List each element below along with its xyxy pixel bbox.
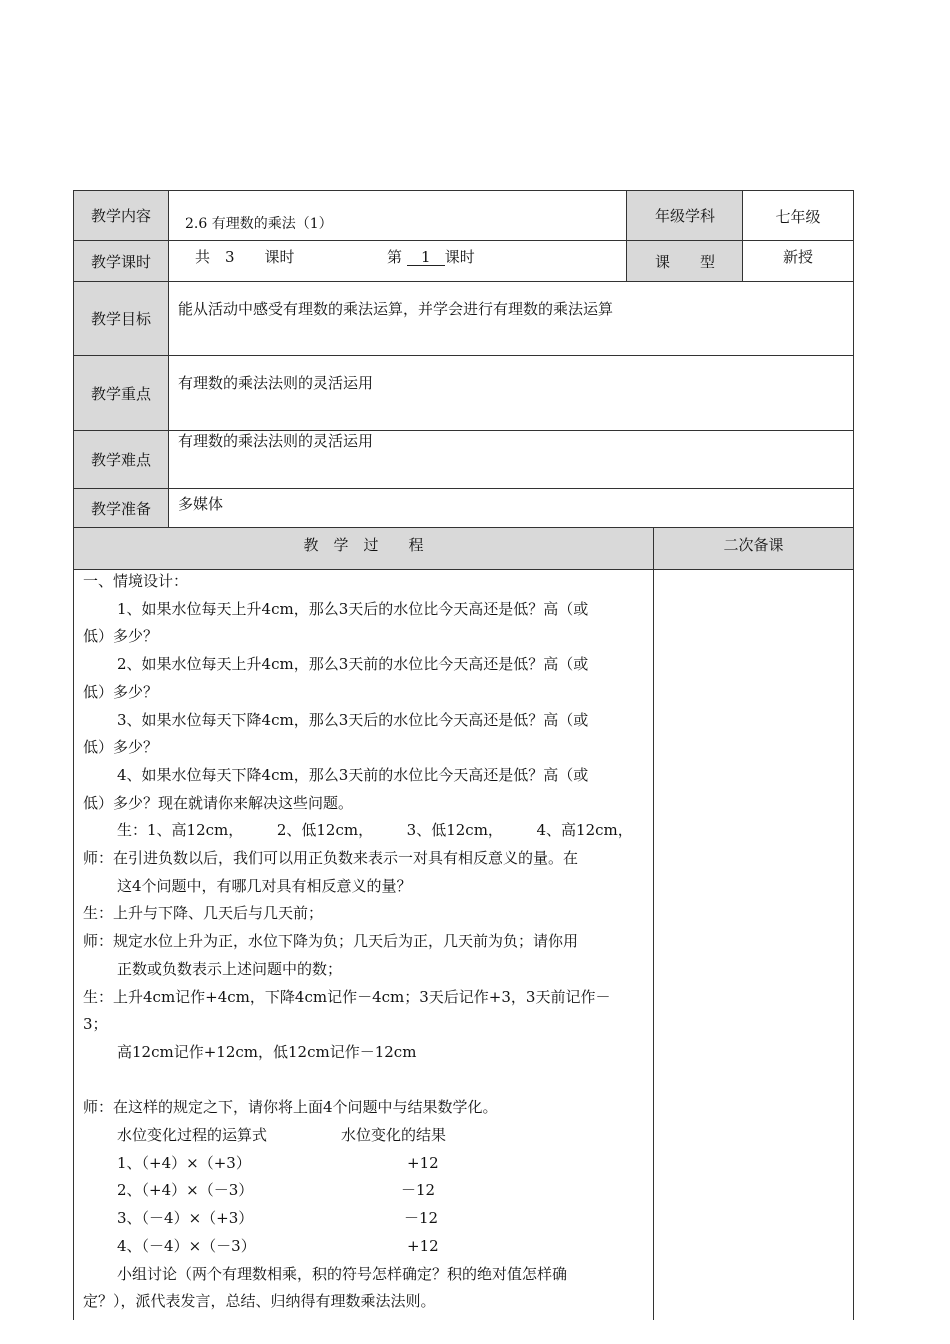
calc-row [83,1150,648,1178]
process-line: 正数或负数表示上述问题中的数； [117,959,343,978]
teaching-process [83,568,648,1316]
process-line: 师：在这样的规定之下，请你将上面4个问题中与结果数学化。 [83,1098,498,1117]
column-divider [653,527,654,1320]
hours-total: 共 3 课时 [195,248,295,266]
difficulty-label: 教学难点 [74,431,168,488]
row-divider [73,527,854,528]
key-label: 教学重点 [74,356,168,430]
goal-label: 教学目标 [74,282,168,355]
calc-row [83,1205,648,1233]
hours-current [387,246,475,267]
process-line: 低）多少？ [83,682,159,701]
row-divider [73,355,854,356]
goal-value: 能从活动中感受有理数的乘法运算，并学会进行有理数的乘法运算 [178,300,614,318]
calc-expression: 3、（－4）×（+3） [117,1209,254,1228]
column-divider [742,190,743,281]
process-line: 高12cm记作+12cm，低12cm记作－12cm [117,1042,417,1061]
answer-1: 生：1、高12cm， [117,821,244,840]
prep-label: 教学准备 [74,489,168,527]
grade-label: 年级学科 [627,191,743,240]
hours-current-prefix: 第 [387,248,403,266]
calc-expression: 1、（+4）×（+3） [117,1153,251,1172]
process-line: 师：在引进负数以后，我们可以用正负数来表示一对具有相反意义的量。在 [83,849,579,868]
column-divider [626,190,627,281]
answer-3: 3、低12cm， [406,821,503,840]
difficulty-value: 有理数的乘法法则的灵活运用 [178,432,374,450]
answer-2: 2、低12cm， [276,821,374,840]
process-line: 定？），派代表发言，总结、归纳得有理数乘法法则。 [83,1292,436,1311]
key-value: 有理数的乘法法则的灵活运用 [178,374,374,392]
process-line: 一、情境设计： [83,572,189,590]
answer-4: 4、高12cm， [536,821,633,840]
process-line: 这4个问题中，有哪几对具有相反意义的量？ [117,876,412,895]
process-line: 低）多少？ [83,627,159,646]
process-line: 1、如果水位每天上升4cm，那么3天后的水位比今天高还是低？高（或 [117,599,589,618]
process-line: 师：规定水位上升为正，水位下降为负；几天后为正，几天前为负；请你用 [83,932,579,951]
column-headings [83,1122,648,1150]
row-divider [73,488,854,489]
process-line: 低）多少？现在就请你来解决这些问题。 [83,793,354,812]
process-line: 生：上升4cm记作+4cm，下降4cm记作－4cm；3天后记作+3，3天前记作－ [83,987,611,1006]
prep-value: 多媒体 [178,495,224,513]
process-line: 3； [83,1015,108,1034]
process-line: 低）多少？ [83,738,159,757]
hours-label: 教学课时 [74,241,168,281]
content-value: 2.6 有理数的乘法（1） [185,216,333,232]
calc-result: +12 [407,1153,439,1172]
calc-row [83,1233,648,1261]
process-line: 2、如果水位每天上升4cm，那么3天前的水位比今天高还是低？高（或 [117,655,589,674]
calc-result: －12 [404,1209,439,1228]
hours-current-number: 1 [407,249,445,266]
secondary-label: 二次备课 [654,528,853,569]
calc-result: +12 [407,1236,439,1255]
expr-heading: 水位变化过程的运算式 [117,1126,268,1145]
calc-result: －12 [401,1181,436,1200]
type-value: 新授 [782,248,813,266]
table-border-left [73,190,74,1320]
result-heading: 水位变化的结果 [341,1126,447,1145]
calc-expression: 2、（+4）×（－3） [117,1181,254,1200]
grade-value: 七年级 [775,208,821,226]
table-border-right [853,190,854,1320]
calc-row [83,1177,648,1205]
hours-current-suffix: 课时 [444,248,475,266]
table-border-top [73,190,854,191]
process-line: 生：上升与下降、几天后与几天前； [83,904,324,923]
content-label: 教学内容 [74,191,168,240]
process-label: 教 学 过 程 [74,528,653,569]
process-line: 小组讨论（两个有理数相乘，积的符号怎样确定？积的绝对值怎样确 [117,1264,568,1283]
column-divider [168,190,169,528]
type-label: 课 型 [627,241,743,281]
process-line: 3、如果水位每天下降4cm，那么3天后的水位比今天高还是低？高（或 [117,710,589,729]
calc-expression: 4、（－4）×（－3） [117,1236,256,1255]
row-divider [73,240,854,241]
blank-line [83,1067,648,1095]
process-line [83,817,648,845]
process-line: 4、如果水位每天下降4cm，那么3天前的水位比今天高还是低？高（或 [117,765,589,784]
row-divider [73,281,854,282]
